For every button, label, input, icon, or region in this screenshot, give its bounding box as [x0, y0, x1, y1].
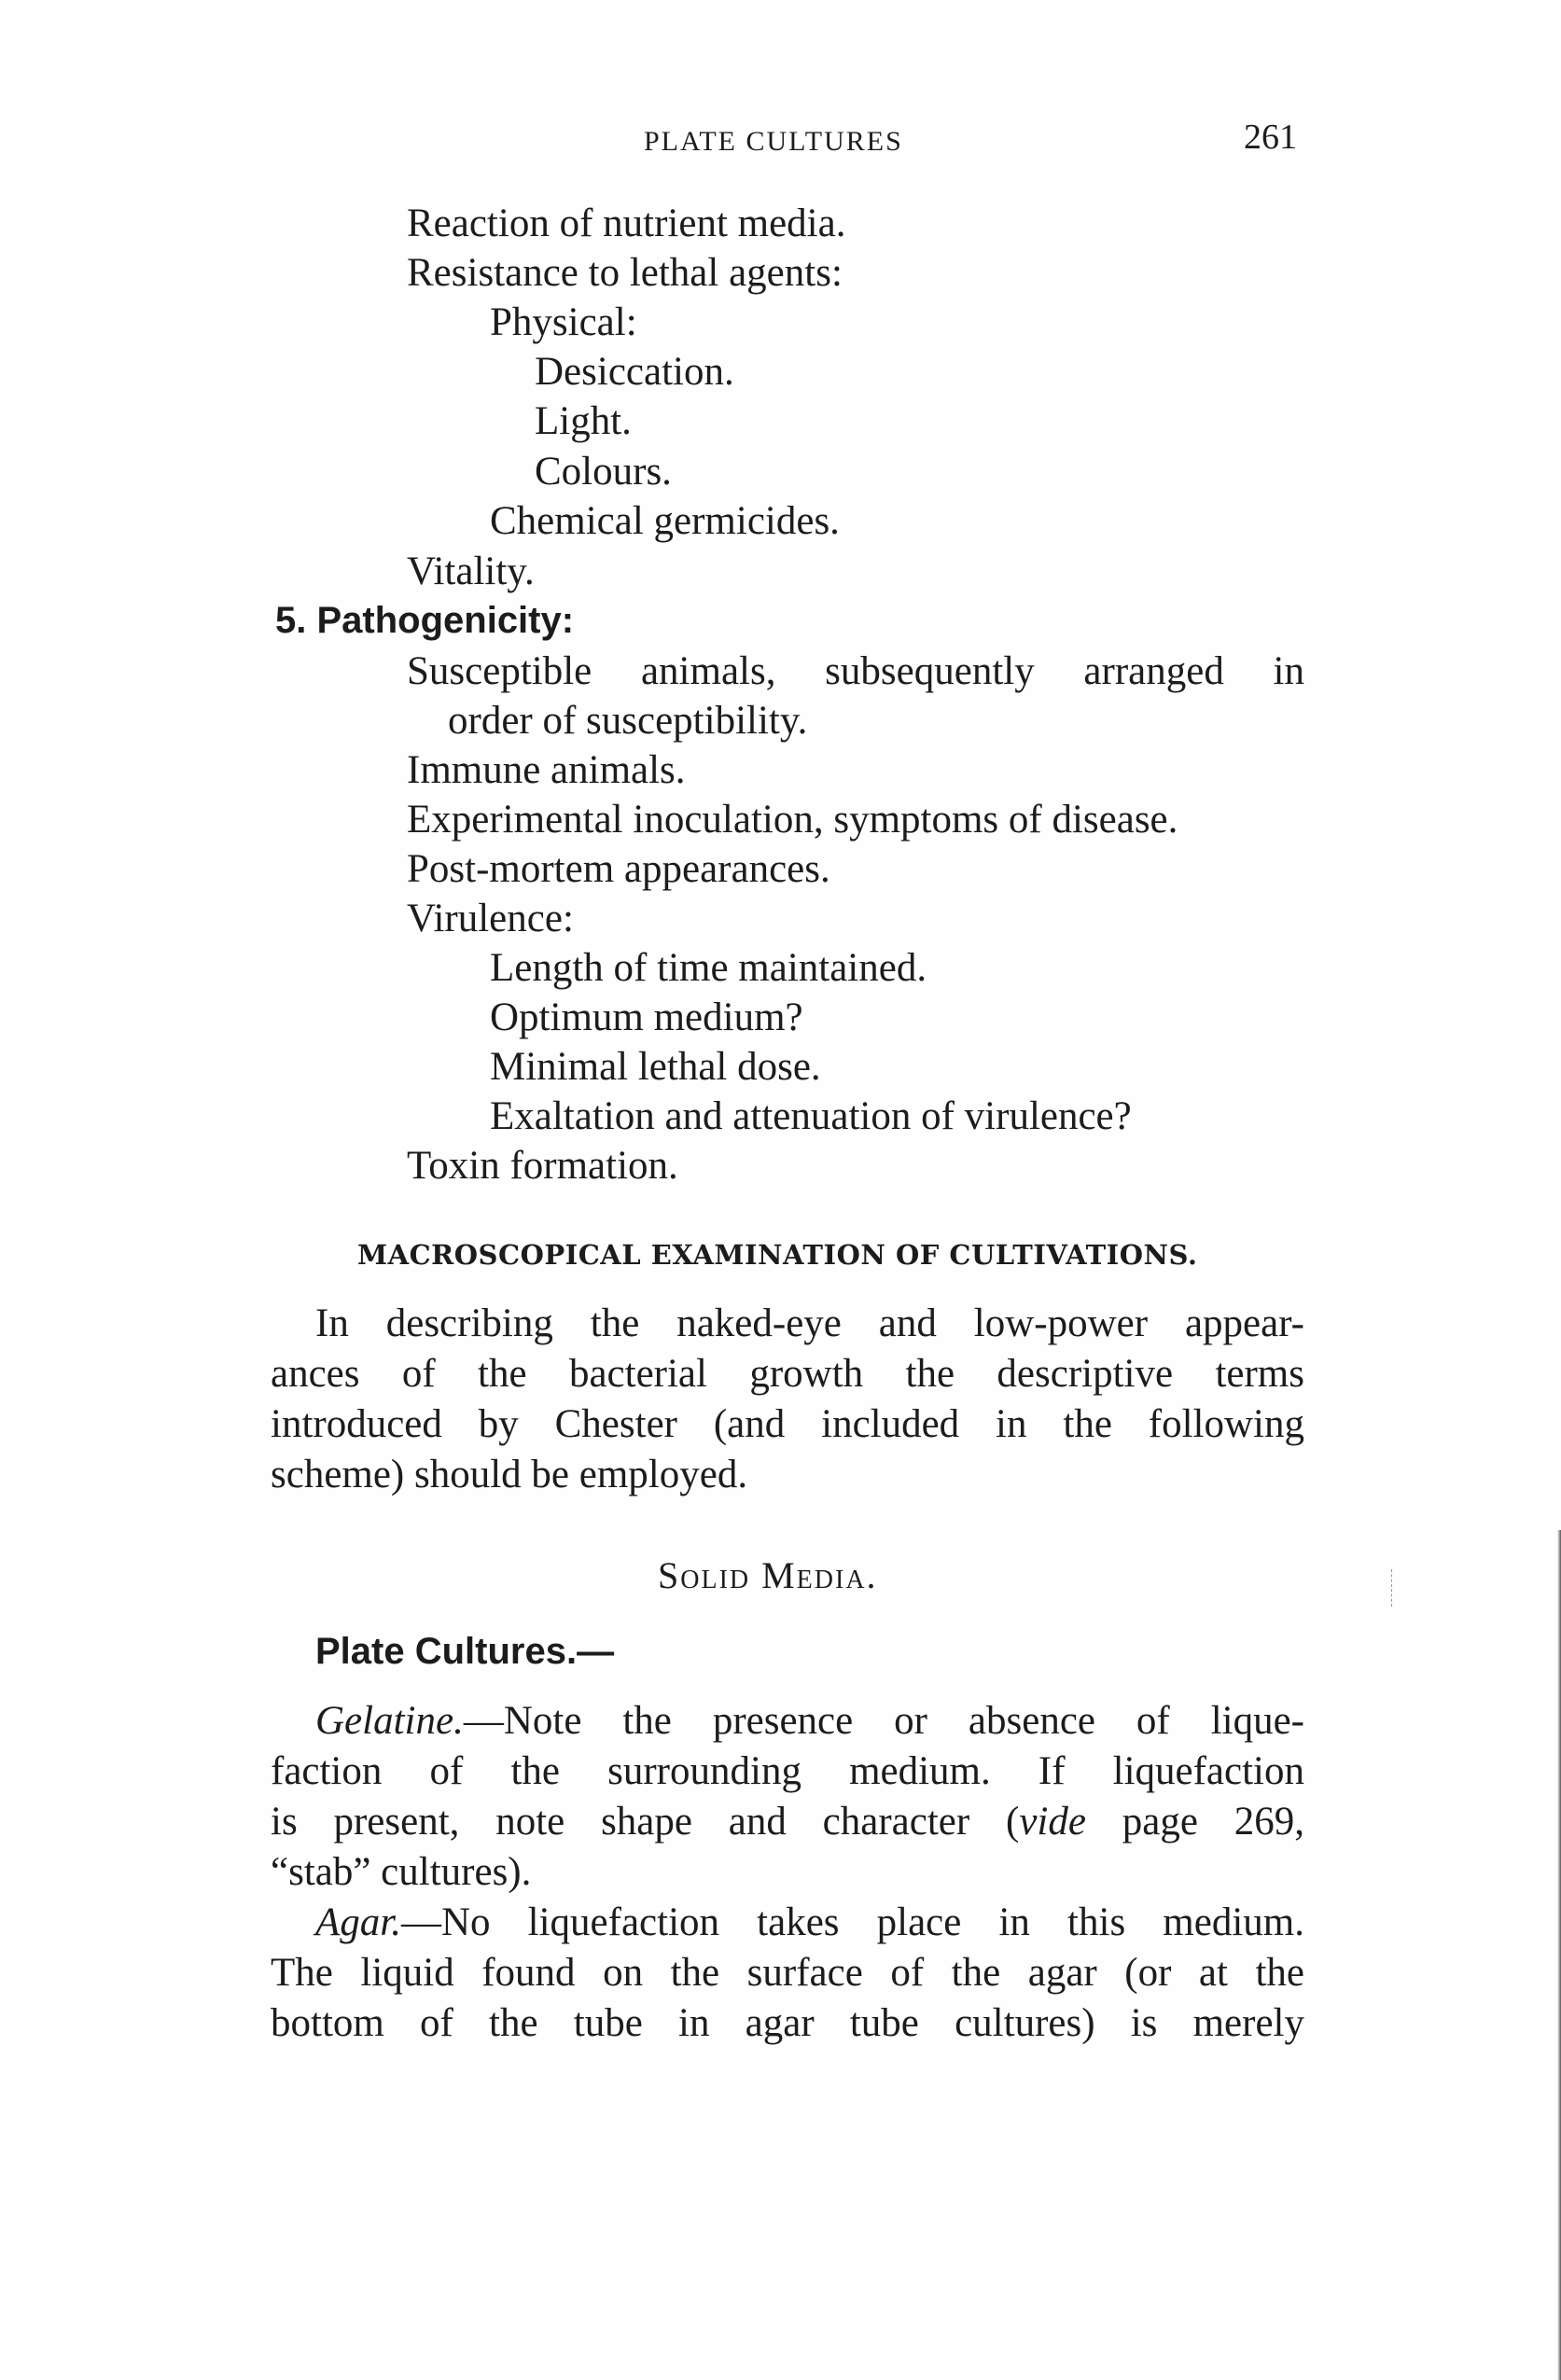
page-number: 261	[1244, 118, 1297, 157]
list-item-optimum: Optimum medium?	[490, 995, 803, 1039]
gelatine-line3-after: page 269,	[1085, 1800, 1304, 1844]
paragraph-line: The liquid found on the surface of the agar (or at the	[271, 1951, 1304, 1995]
paragraph-line	[271, 1696, 1304, 1747]
gelatine-label: Gelatine.	[315, 1699, 464, 1743]
paragraph-line: In describing the naked-eye and low-power appear-	[315, 1301, 1304, 1345]
scan-mark	[1391, 1569, 1395, 1607]
running-head: PLATE CULTURES	[644, 126, 903, 157]
list-item-desiccation: Desiccation.	[535, 350, 734, 394]
list-item-vitality: Vitality.	[407, 550, 535, 593]
list-item-minimal: Minimal lethal dose.	[490, 1045, 821, 1089]
list-item-susceptible-cont: order of susceptibility.	[448, 699, 808, 743]
list-item-exaltation: Exaltation and attenuation of virulence?	[490, 1094, 1132, 1138]
paragraph-line: “stab” cultures).	[271, 1850, 532, 1894]
pathogenicity-heading: 5. Pathogenicity:	[275, 600, 575, 641]
list-item-immune: Immune animals.	[407, 748, 686, 792]
list-item-virulence: Virulence:	[407, 897, 574, 940]
agar-line1-text: —No liquefaction takes place in this medium.	[400, 1900, 1304, 1944]
gelatine-line1-text: —Note the presence or absence of lique-	[463, 1699, 1304, 1743]
list-item-reaction: Reaction of nutrient media.	[407, 202, 846, 245]
section-heading-macroscopical: MACROSCOPICAL EXAMINATION OF CULTIVATIONS.	[357, 1239, 1198, 1271]
list-item-resistance: Resistance to lethal agents:	[407, 251, 843, 295]
list-item-toxin: Toxin formation.	[407, 1144, 678, 1188]
plate-cultures-heading: Plate Cultures.—	[315, 1631, 615, 1672]
list-item-length: Length of time maintained.	[490, 946, 927, 990]
list-item-experimental: Experimental inoculation, symptoms of disease.	[407, 798, 1178, 842]
agar-label: Agar.	[315, 1900, 401, 1944]
gelatine-line3-before: is present, note shape and character (	[271, 1800, 1020, 1844]
gelatine-vide: vide	[1019, 1800, 1086, 1844]
paragraph-line	[271, 1797, 1304, 1847]
paragraph-gelatine	[271, 1696, 1304, 1898]
list-item-colours: Colours.	[535, 450, 672, 494]
paragraph-line: introduced by Chester (and included in the following	[271, 1402, 1304, 1446]
scan-edge-shadow	[1557, 1530, 1561, 2380]
list-item-physical: Physical:	[490, 300, 637, 344]
paragraph-agar	[271, 1898, 1304, 2049]
paragraph-line	[271, 1898, 1304, 1948]
list-item-light: Light.	[535, 399, 632, 443]
list-item-chemical: Chemical germicides.	[490, 499, 840, 543]
paragraph-line: ances of the bacterial growth the descriptive terms	[271, 1352, 1304, 1396]
section-title-solid-media: Solid Media.	[658, 1554, 878, 1596]
list-item-post-mortem: Post-mortem appearances.	[407, 847, 830, 891]
paragraph-line: bottom of the tube in agar tube cultures) is merely	[271, 2001, 1304, 2045]
paragraph-line: faction of the surrounding medium. If liquefaction	[271, 1749, 1304, 1793]
paragraph-macroscopical	[271, 1299, 1304, 1500]
paragraph-line: scheme) should be employed.	[271, 1453, 748, 1496]
list-item-susceptible: Susceptible animals, subsequently arranged in	[407, 649, 1304, 693]
